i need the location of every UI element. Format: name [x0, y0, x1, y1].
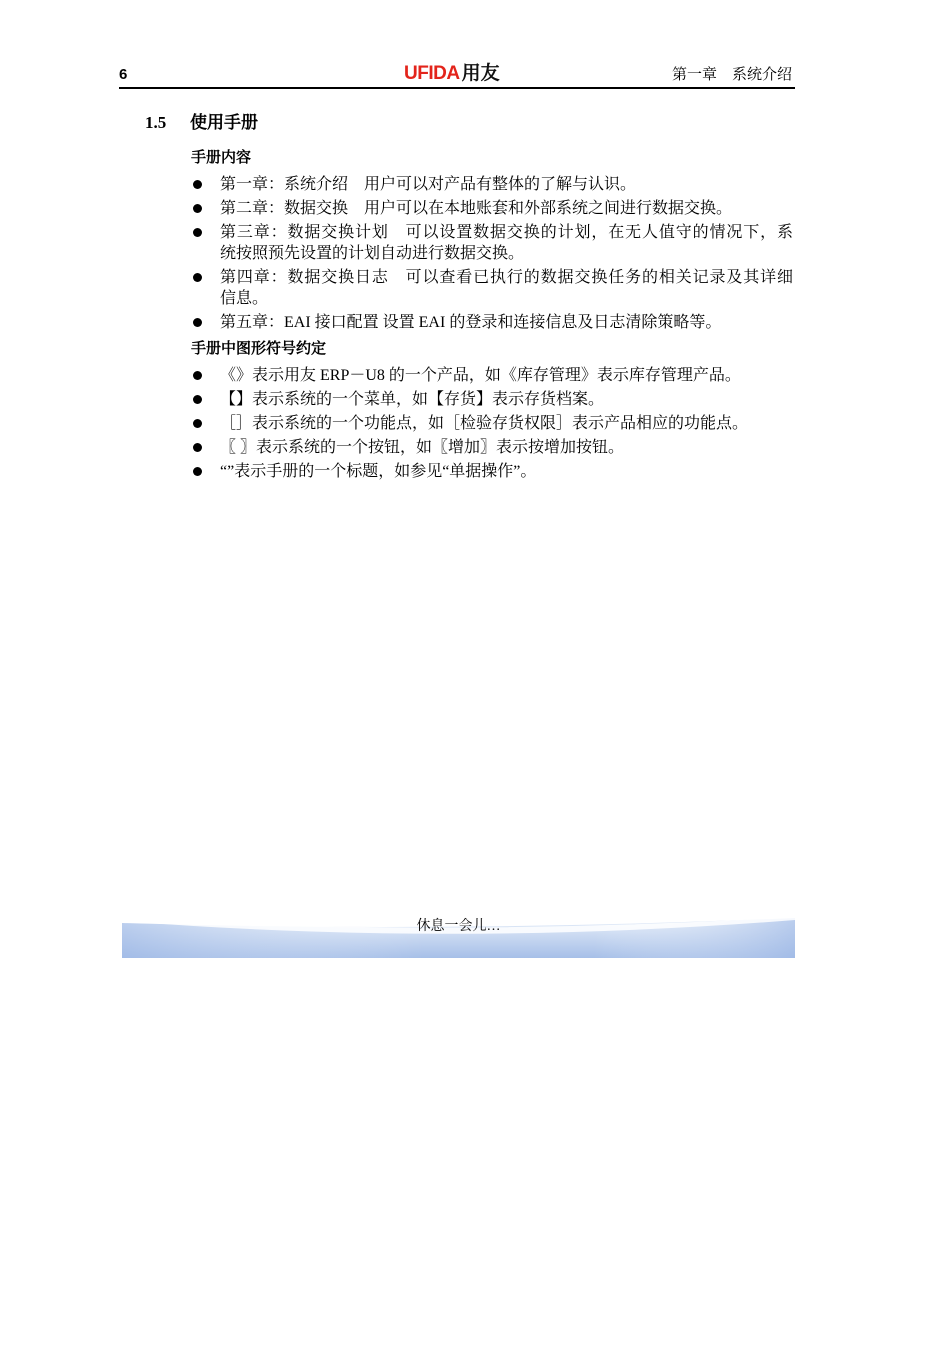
- list-item-text: 第四章：数据交换日志 可以查看已执行的数据交换任务的相关记录及其详细: [220, 269, 793, 286]
- list-item-text: 第二章：数据交换 用户可以在本地账套和外部系统之间进行数据交换。: [220, 200, 733, 217]
- list-item: [220, 312, 795, 333]
- bullet-icon: [193, 180, 202, 189]
- bullet-icon: [193, 371, 202, 380]
- bullet-icon: [193, 395, 202, 404]
- list-item-text: 【】表示系统的一个菜单，如【存货】表示存货档案。: [220, 391, 605, 408]
- list-item: [220, 174, 795, 195]
- list-item-text: 《》表示用友 ERP－U8 的一个产品，如《库存管理》表示库存管理产品。: [220, 367, 741, 384]
- header-divider: [119, 87, 795, 89]
- list-item-text: 第三章：数据交换计划 可以设置数据交换的计划，在无人值守的情况下，系: [220, 224, 793, 241]
- symbols-heading: 手册中图形符号约定: [191, 340, 327, 357]
- contents-heading: 手册内容: [191, 149, 252, 166]
- ufida-logo: [404, 62, 500, 86]
- list-item-text: ［］表示系统的一个功能点，如［检验存货权限］表示产品相应的功能点。: [220, 415, 749, 432]
- footer-caption: 休息一会儿…: [416, 919, 501, 934]
- bullet-icon: [193, 204, 202, 213]
- list-item-text: 第一章：系统介绍 用户可以对产品有整体的了解与认识。: [220, 176, 637, 193]
- bullet-icon: [193, 467, 202, 476]
- list-item: [220, 413, 795, 434]
- chapter-title: 第一章 系统介绍: [671, 67, 792, 83]
- logo-chinese-text: 用友: [461, 63, 500, 84]
- page-number: 6: [119, 66, 128, 83]
- bullet-icon: [193, 443, 202, 452]
- list-item-text: 统按照预先设置的计划自动进行数据交换。: [220, 245, 525, 262]
- bullet-icon: [193, 273, 202, 282]
- list-item: [220, 437, 795, 458]
- symbols-list: [220, 365, 795, 482]
- bullet-icon: [193, 318, 202, 327]
- list-item: [220, 222, 795, 264]
- list-item-text: 〖 〗表示系统的一个按钮，如〖增加〗表示按增加按钮。: [220, 439, 625, 456]
- list-item: [220, 461, 795, 482]
- section-number: 1.5: [145, 113, 167, 132]
- logo-brand-text: UFIDA: [404, 63, 460, 84]
- bullet-icon: [193, 228, 202, 237]
- contents-list: [220, 174, 795, 333]
- section-title: 使用手册: [190, 113, 258, 132]
- list-item-text: “”表示手册的一个标题，如参见“单据操作”。: [220, 463, 537, 480]
- list-item-text: 信息。: [220, 290, 269, 307]
- list-item: [220, 389, 795, 410]
- bullet-icon: [193, 419, 202, 428]
- section-heading: [145, 111, 795, 135]
- list-item: [220, 198, 795, 219]
- list-item-text: 第五章：EAI 接口配置 设置 EAI 的登录和连接信息及日志清除策略等。: [220, 314, 722, 331]
- page-content: [145, 111, 795, 482]
- list-item: [220, 267, 795, 309]
- list-item: [220, 365, 795, 386]
